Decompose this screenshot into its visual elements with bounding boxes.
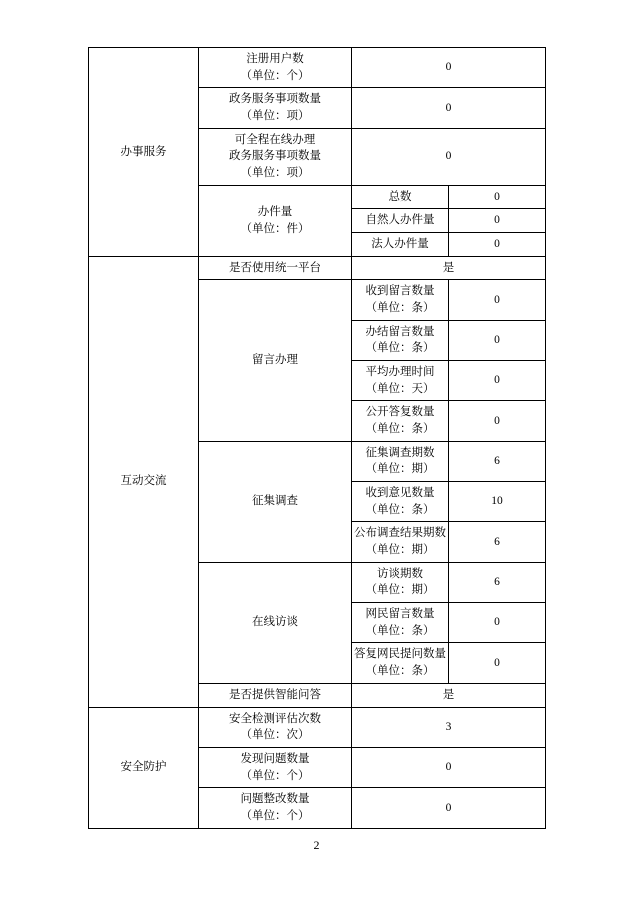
value-text: 0: [494, 656, 500, 669]
item-cell-zhengjidiaocha: [199, 441, 352, 562]
table-body: [89, 48, 546, 829]
value-text: 是: [442, 688, 455, 701]
value-cell: [352, 707, 546, 747]
value-text: 0: [445, 150, 452, 163]
table-row: [89, 48, 546, 88]
category-cell-hudongjiaoliu: [89, 256, 199, 707]
item-cell: [199, 256, 352, 280]
subitem-label-line2: （单位：期）: [365, 544, 435, 557]
value-cell: [352, 683, 546, 707]
subitem-cell: [352, 562, 449, 602]
subitem-cell: [352, 209, 449, 233]
subitem-label-line2: （单位：条）: [365, 624, 435, 637]
subitem-label-line2: （单位：条）: [365, 503, 435, 516]
item-label-line2: （单位：个）: [240, 769, 310, 782]
subitem-cell: [352, 482, 449, 522]
subitem-cell: [352, 280, 449, 320]
value-text: 0: [494, 334, 500, 347]
value-text: 0: [445, 61, 452, 74]
value-text: 6: [494, 535, 500, 548]
subitem-label: 总数: [388, 190, 412, 203]
value-cell: [352, 128, 546, 185]
item-cell-liuyanbanli: [199, 280, 352, 441]
value-cell: [449, 603, 546, 643]
value-text: 0: [445, 801, 452, 814]
value-cell: [352, 256, 546, 280]
subitem-label-line1: 网民留言数量: [365, 608, 435, 621]
subitem-cell: [352, 185, 449, 209]
subitem-label-line2: （单位：条）: [365, 342, 435, 355]
value-text: 0: [445, 761, 452, 774]
subitem-label-line2: （单位：期）: [365, 463, 435, 476]
subitem-cell: [352, 361, 449, 401]
subitem-cell: [352, 233, 449, 257]
value-text: 0: [494, 190, 500, 203]
value-text: 是: [442, 261, 455, 274]
item-label-line1: 安全检测评估次数: [229, 712, 321, 725]
value-text: 0: [494, 414, 500, 427]
subitem-label-line2: （单位：条）: [365, 423, 435, 436]
value-cell: [449, 361, 546, 401]
item-cell: [199, 707, 352, 747]
government-website-report-table: [88, 47, 546, 829]
item-label-line1: 发现问题数量: [240, 752, 310, 765]
item-cell: [199, 88, 352, 128]
subitem-cell: [352, 441, 449, 481]
subitem-label-line1: 公布调查结果期数: [354, 527, 446, 540]
subitem-label-line1: 公开答复数量: [365, 406, 435, 419]
item-label-line2: （单位：次）: [240, 729, 310, 742]
item-cell: [199, 128, 352, 185]
value-text: 0: [494, 293, 500, 306]
subitem-label-line2: （单位：条）: [365, 665, 435, 678]
value-text: 0: [494, 374, 500, 387]
value-text: 3: [445, 720, 452, 733]
subitem-label: 自然人办件量: [365, 214, 435, 227]
item-cell: [199, 48, 352, 88]
subitem-label: 法人办件量: [371, 238, 429, 251]
value-cell: [449, 280, 546, 320]
page-number: 2: [313, 838, 320, 852]
item-label-line1: 问题整改数量: [240, 793, 310, 806]
item-cell: [199, 747, 352, 787]
item-label-line1: 政务服务事项数量: [229, 93, 321, 106]
value-cell: [449, 643, 546, 683]
value-cell: [449, 320, 546, 360]
value-cell: [449, 562, 546, 602]
value-text: 0: [445, 101, 452, 114]
item-label-line2: 政务服务事项数量: [229, 150, 321, 163]
subitem-cell: [352, 643, 449, 683]
value-cell: [449, 185, 546, 209]
item-label-line2: （单位：件）: [240, 222, 310, 235]
subitem-cell: [352, 401, 449, 441]
subitem-label-line1: 收到留言数量: [365, 285, 435, 298]
category-label: 互动交流: [120, 475, 167, 488]
table-row: [89, 707, 546, 747]
item-cell: [199, 788, 352, 828]
value-text: 6: [494, 576, 500, 589]
item-label-line1: 可全程在线办理: [234, 133, 316, 146]
value-text: 0: [494, 214, 500, 227]
value-cell: [352, 747, 546, 787]
value-cell: [352, 788, 546, 828]
category-cell-banshifuwu: [89, 48, 199, 257]
item-label-line2: （单位：个）: [240, 69, 310, 82]
value-cell: [352, 48, 546, 88]
value-cell: [449, 482, 546, 522]
value-cell: [352, 88, 546, 128]
table-row: [89, 256, 546, 280]
subitem-label-line1: 征集调查期数: [365, 446, 435, 459]
subitem-label-line1: 收到意见数量: [365, 487, 435, 500]
item-cell: [199, 683, 352, 707]
value-cell: [449, 441, 546, 481]
subitem-label-line2: （单位：条）: [365, 302, 435, 315]
subitem-label-line1: 办结留言数量: [365, 325, 435, 338]
value-cell: [449, 401, 546, 441]
subitem-cell: [352, 603, 449, 643]
value-cell: [449, 233, 546, 257]
item-cell-banjianliang: [199, 185, 352, 256]
value-text: 0: [494, 616, 500, 629]
category-label: 办事服务: [120, 145, 167, 158]
subitem-label-line2: （单位：天）: [365, 382, 435, 395]
item-label-line1: 办件量: [257, 206, 293, 219]
subitem-cell: [352, 320, 449, 360]
value-cell: [449, 209, 546, 233]
subitem-label-line1: 平均办理时间: [365, 366, 435, 379]
category-cell-anquanfanghu: [89, 707, 199, 828]
item-label: 在线访谈: [252, 616, 298, 629]
item-cell-zaixianfangtan: [199, 562, 352, 683]
item-label: 留言办理: [252, 354, 298, 367]
category-label: 安全防护: [120, 761, 167, 774]
item-label: 是否提供智能问答: [229, 688, 321, 701]
item-label: 是否使用统一平台: [229, 261, 321, 274]
report-table-wrapper: [88, 47, 546, 829]
subitem-cell: [352, 522, 449, 562]
subitem-label-line1: 答复网民提问数量: [354, 648, 446, 661]
item-label-line2: （单位：项）: [240, 110, 310, 123]
value-text: 6: [494, 455, 500, 468]
item-label: 征集调查: [252, 495, 298, 508]
subitem-label-line1: 访谈期数: [377, 567, 423, 580]
value-cell: [449, 522, 546, 562]
item-label-line2: （单位：个）: [240, 809, 310, 822]
item-label-line1: 注册用户数: [246, 53, 304, 65]
value-text: 10: [491, 495, 503, 508]
subitem-label-line2: （单位：期）: [365, 584, 435, 597]
item-label-line3: （单位：项）: [240, 167, 310, 180]
value-text: 0: [494, 238, 500, 251]
